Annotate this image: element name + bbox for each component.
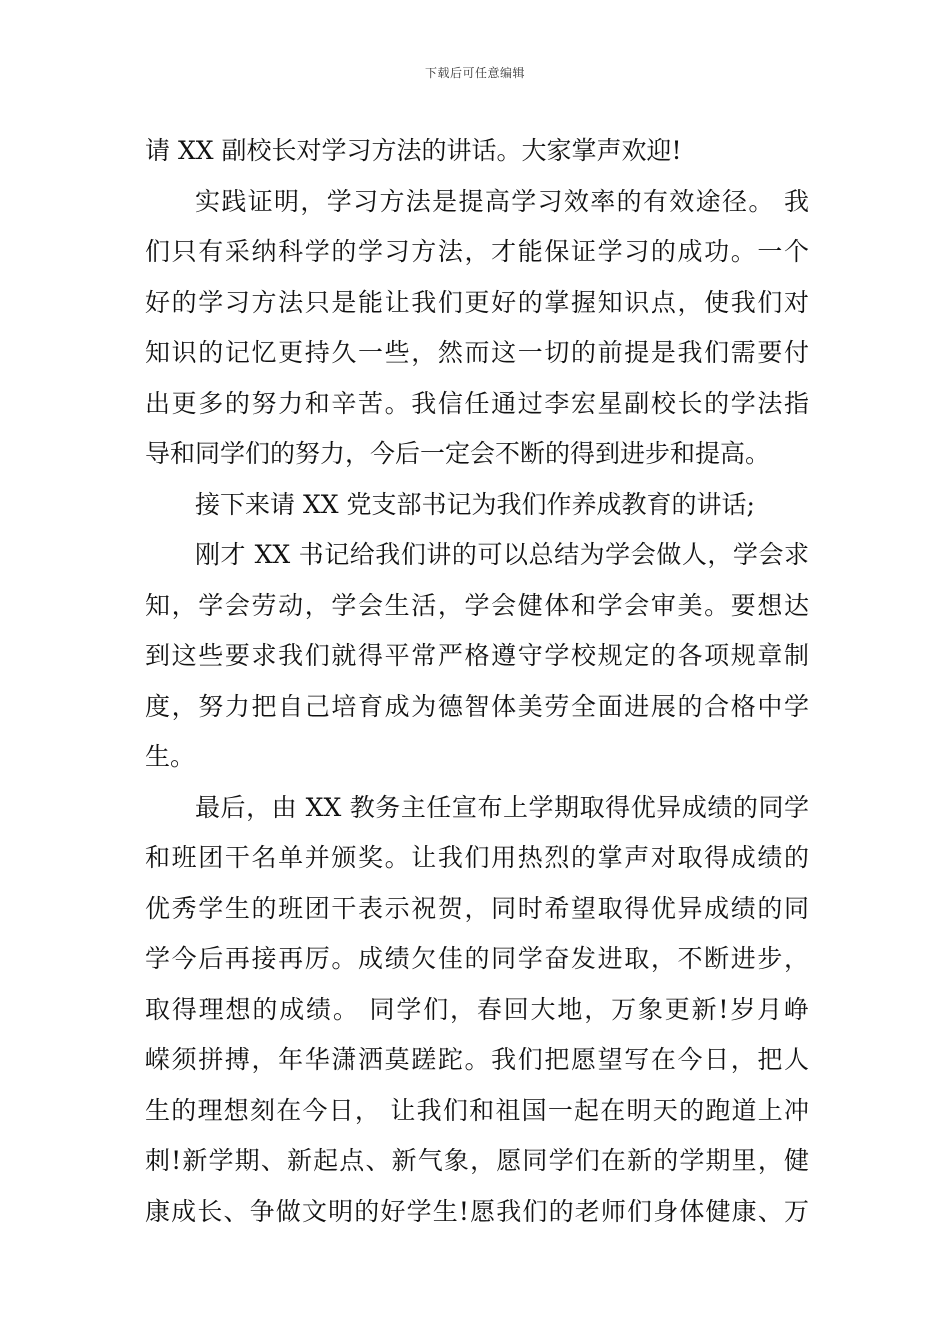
text-line: 出更多的努力和辛苦。我信任通过李宏星副校长的学法指 [145, 388, 809, 418]
text-line: 导和同学们的努力，今后一定会不断的得到进步和提高。 [145, 439, 771, 468]
text-line: 接下来请 XX 党支部书记为我们作养成教育的讲话; [195, 489, 755, 519]
document-body [145, 126, 809, 1237]
text-line: 好的学习方法只是能让我们更好的掌握知识点，使我们对 [145, 287, 809, 317]
text-line: 实践证明，学习方法是提高学习效率的有效途径。 我 [195, 186, 809, 216]
text-line: 知，学会劳动，学会生活，学会健体和学会审美。要想达 [145, 590, 809, 620]
page-header: 下载后可任意编辑 [424, 66, 525, 80]
text-line: 生的理想刻在今日， 让我们和祖国一起在明天的跑道上冲 [145, 1095, 809, 1125]
text-line: 刚才 XX 书记给我们讲的可以总结为学会做人，学会求 [195, 540, 809, 569]
text-line: 到这些要求我们就得平常严格遵守学校规定的各项规章制 [145, 641, 809, 670]
text-line: 优秀学生的班团干表示祝贺，同时希望取得优异成绩的同 [145, 893, 809, 923]
text-line: 生。 [145, 742, 196, 771]
text-line: 学今后再接再厉。成绩欠佳的同学奋发进取，不断进步， [145, 944, 809, 973]
text-line: 请 XX 副校长对学习方法的讲话。大家掌声欢迎! [145, 136, 682, 165]
text-line: 度，努力把自己培育成为德智体美劳全面进展的合格中学 [145, 691, 809, 721]
text-line: 刺!新学期、新起点、新气象，愿同学们在新的学期里，健 [145, 1146, 809, 1175]
text-line: 最后，由 XX 教务主任宣布上学期取得优异成绩的同学 [195, 792, 809, 822]
text-line: 们只有采纳科学的学习方法，才能保证学习的成功。一个 [145, 237, 809, 266]
text-line: 康成长、争做文明的好学生!愿我们的老师们身体健康、万 [145, 1196, 809, 1226]
text-line: 取得理想的成绩。 同学们，春回大地，万象更新!岁月峥 [145, 994, 809, 1024]
text-line: 知识的记忆更持久一些，然而这一切的前提是我们需要付 [145, 338, 809, 367]
text-line: 和班团干名单并颁奖。让我们用热烈的掌声对取得成绩的 [145, 843, 809, 872]
text-line: 嵘须拼搏，年华潇洒莫蹉跎。我们把愿望写在今日，把人 [145, 1045, 809, 1074]
